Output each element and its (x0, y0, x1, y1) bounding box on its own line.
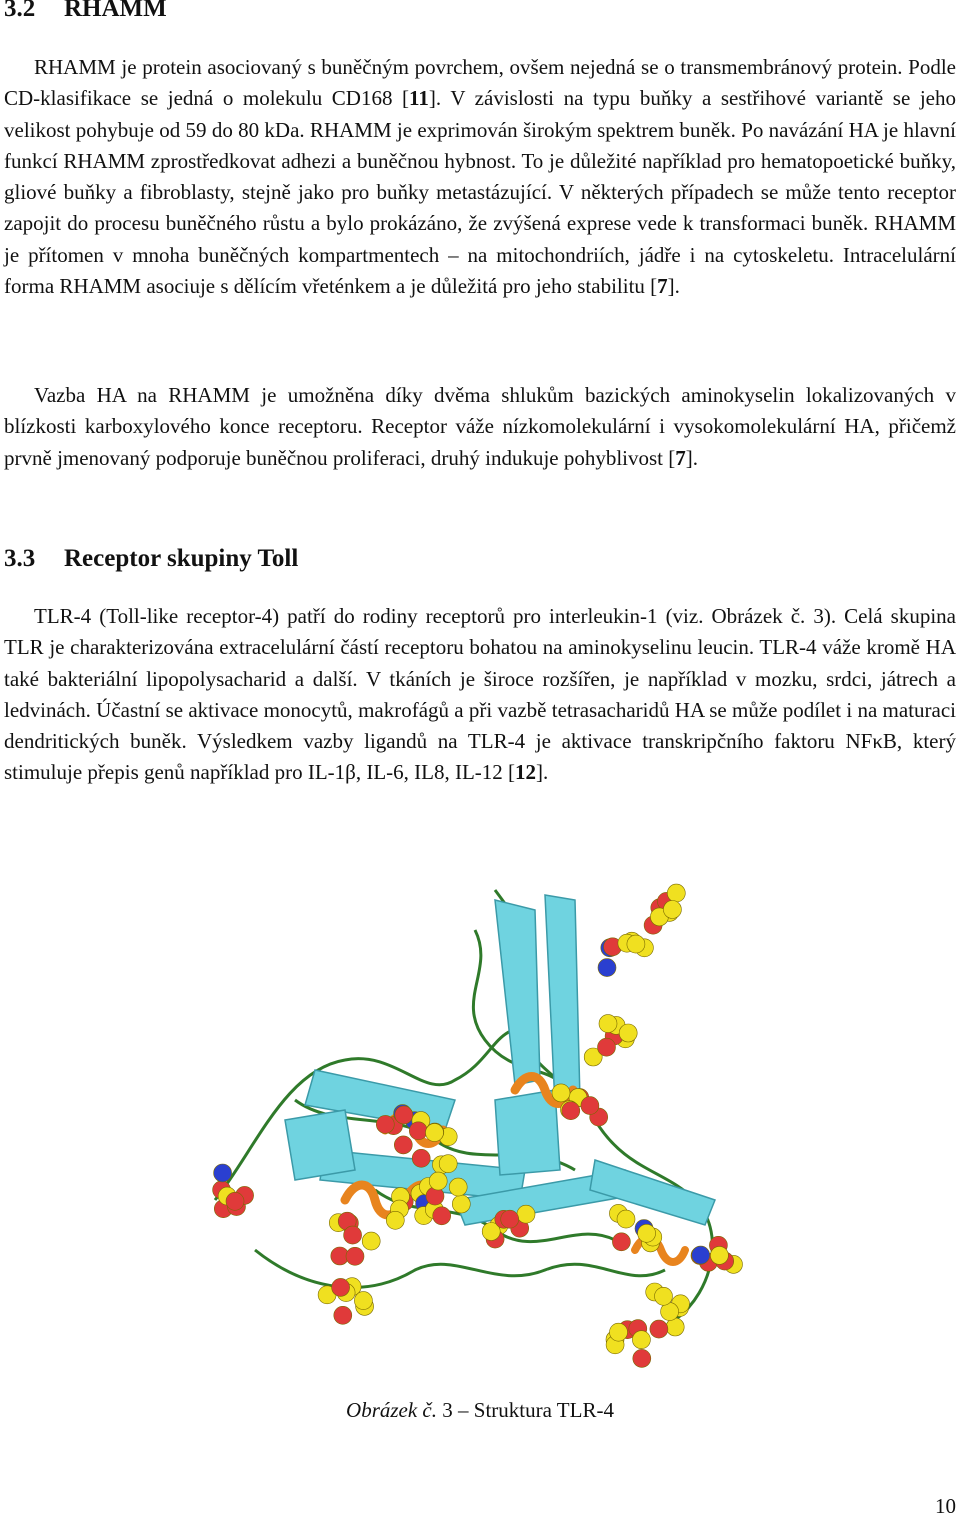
atom-sphere (598, 959, 616, 977)
coil-backbone (215, 890, 712, 1320)
atom-sphere (334, 1306, 352, 1324)
atom-sphere (226, 1192, 244, 1210)
atom-sphere (332, 1278, 350, 1296)
atom-sphere (612, 1233, 630, 1251)
atom-sphere (394, 1136, 412, 1154)
atom-sphere (214, 1164, 232, 1182)
atom-sphere (433, 1207, 451, 1225)
paragraph-rhamm-2 (4, 380, 956, 474)
atom-sphere (610, 1323, 628, 1341)
atom-sphere (439, 1155, 457, 1173)
atom-sphere (663, 901, 681, 919)
text-run: ]. (667, 274, 680, 299)
atom-sphere (581, 1097, 599, 1115)
paragraph-rhamm-1 (4, 52, 956, 302)
section-number: 3.3 (4, 545, 36, 572)
atom-sphere (710, 1246, 728, 1264)
paragraph-toll-1 (4, 601, 956, 789)
section-heading-rhamm (4, 0, 167, 23)
text-run: Vazba HA na RHAMM je umožněna díky dvěma shlukům bazických aminokyselin lokalizovaných v blízkosti karboxylového konce receptoru. Receptor váže nízkomolekulární i vysokomolekulární HA, přičemž prvně jmenovaný podporuje buněčnou proliferaci, druhý indukuje pohyblivost [ (4, 383, 956, 470)
atom-sphere (627, 935, 645, 953)
atom-sphere (346, 1247, 364, 1265)
section-heading-toll (4, 545, 298, 573)
figure-caption (0, 1398, 960, 1423)
atom-sphere (619, 1024, 637, 1042)
atom-sphere (598, 1038, 616, 1056)
text-run: ]. (536, 760, 549, 785)
atom-sphere (501, 1210, 519, 1228)
atom-sphere (362, 1232, 380, 1250)
caption-label: Obrázek č. (346, 1398, 438, 1422)
atom-sphere (449, 1178, 467, 1196)
text-run: ]. (685, 445, 699, 470)
atom-sphere (562, 1102, 580, 1120)
text-run: ]. V závislosti na typu buňky a sestřihové variantě se jeho velikost pohybuje od 59 do 80 kDa. RHAMM je exprimován širokým spektrem buněk. Po navázání HA je hlavní funkcí RHAMM zprostředkovat adhezi a buněčnou hybnost. To je důležité například pro hematopoetické buňky, gliové buňky a fibroblasty, stejně jako pro buňky metastázující. V některých případech se může tento receptor zapojit do procesu buněčného růstu a bylo prokázáno, že zvýšená exprese vede k transformaci buněk. RHAMM je přítomen v mnoha buněčných kompartmentech – na mitochondriích, jádře i na cytoskeletu. Intracelulární forma RHAMM asociuje s dělícím vřeténkem a je důležitá pro jeho stabilitu [ (4, 86, 956, 299)
page-number: 10 (935, 1494, 956, 1518)
atom-sphere (344, 1226, 362, 1244)
atom-sphere (452, 1195, 470, 1213)
atom-sphere (638, 1224, 656, 1242)
text-run: RHAMM je protein asociovaný s buněčným povrchem, ovšem nejedná se o transmembránový protein. Podle CD-klasifikace se jedná o molekulu CD168 [ (4, 55, 956, 111)
caption-text: 3 – Struktura TLR-4 (437, 1398, 614, 1422)
atom-sphere (667, 884, 685, 902)
citation-ref: 7 (657, 274, 668, 299)
text-run: TLR-4 (Toll-like receptor-4) patří do rodiny receptorů pro interleukin-1 (viz. Obrázek č. 3). Celá skupina TLR je charakterizována extracelulární částí receptoru bohatou na aminokyselinu leucin. TLR-4 váže kromě HA také bakteriální lipopolysacharid a další. V tkáních je široce rozšířen, je například v mozku, srdci, játrech a ledvinách. Účastní se aktivace monocytů, makrofágů a při vazbě tetrasacharidů HA se může podílet i na maturaci dendritických buněk. Výsledkem vazby ligandů na TLR-4 je aktivace transkripčního faktoru NFκB, který stimuluje přepis genů například pro IL-1β, IL-6, IL8, IL-12 [ (4, 604, 956, 785)
atom-sphere (386, 1211, 404, 1229)
atom-sphere (655, 1287, 673, 1305)
section-title: Receptor skupiny Toll (64, 545, 299, 572)
citation-ref: 7 (675, 445, 686, 470)
atom-sphere (409, 1122, 427, 1140)
atom-sphere (650, 1320, 668, 1338)
section-title: RHAMM (64, 0, 167, 22)
atom-sphere (599, 1015, 617, 1033)
atom-sphere (617, 1210, 635, 1228)
atom-sphere (517, 1205, 535, 1223)
atom-sphere (426, 1124, 444, 1142)
atom-sphere (354, 1292, 372, 1310)
atom-sphere (429, 1172, 447, 1190)
tlr4-structure-figure (195, 870, 775, 1370)
citation-ref: 12 (515, 760, 537, 785)
section-number: 3.2 (4, 0, 36, 22)
atom-sphere (552, 1084, 570, 1102)
atom-sphere (376, 1115, 394, 1133)
atom-sphere (632, 1331, 650, 1349)
atom-sphere (633, 1349, 651, 1367)
atom-sphere (412, 1149, 430, 1167)
citation-ref: 11 (409, 86, 429, 111)
atom-sphere (692, 1246, 710, 1264)
atom-sphere (395, 1106, 413, 1124)
